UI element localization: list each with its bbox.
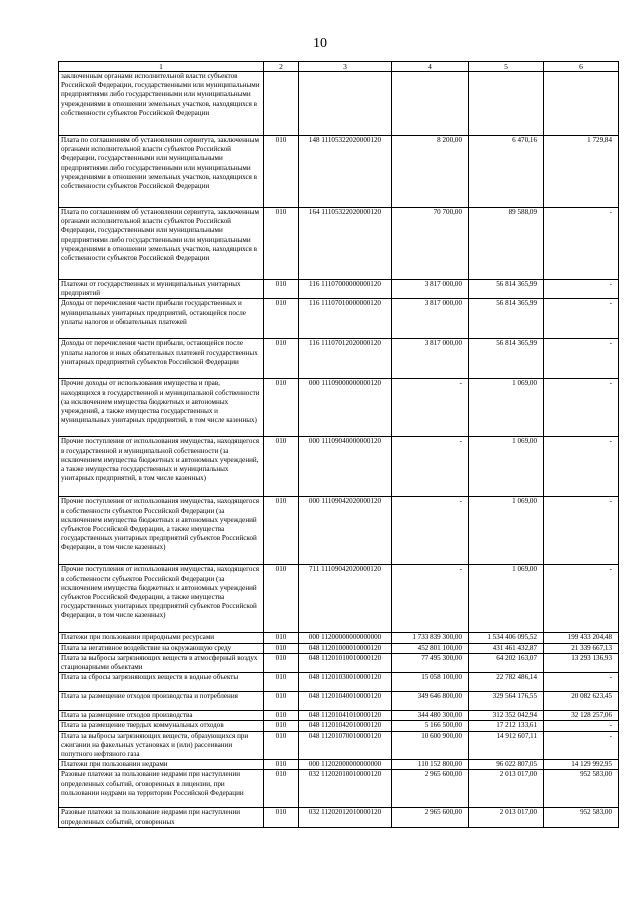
table-row [59, 299, 619, 339]
cell-approved-amount: 2 965 600,00 [392, 808, 469, 827]
cell-unexecuted-amount: 13 293 136,93 [544, 653, 619, 672]
cell-unexecuted-amount: 1 729,84 [544, 136, 619, 208]
table-row [59, 731, 619, 760]
cell-approved-amount: 1 733 839 300,00 [392, 633, 469, 643]
cell-line-code: 010 [264, 497, 299, 565]
table-row [59, 643, 619, 653]
table-row [59, 72, 619, 136]
cell-unexecuted-amount: 14 129 992,95 [544, 760, 619, 770]
cell-executed-amount: 56 814 365,99 [469, 299, 544, 339]
cell-line-code: 010 [264, 721, 299, 731]
cell-unexecuted-amount: - [544, 497, 619, 565]
cell-executed-amount: 1 069,00 [469, 379, 544, 437]
revenue-table [58, 61, 619, 828]
cell-unexecuted-amount: - [544, 437, 619, 497]
cell-budget-code: 048 11201041010000120 [299, 711, 392, 721]
table-row [59, 565, 619, 633]
table-row [59, 437, 619, 497]
cell-name: Плата за сбросы загрязняющих веществ в водные объекты [59, 673, 264, 692]
cell-unexecuted-amount: - [544, 339, 619, 379]
cell-name: Доходы от перечисления части прибыли, остающейся после уплаты налогов и иных обязательных платежей государственных унитарных предприятий субъектов Российской Федерации [59, 339, 264, 379]
cell-line-code: 010 [264, 437, 299, 497]
cell-name: Платежи при пользовании недрами [59, 760, 264, 770]
cell-executed-amount: 312 352 042,94 [469, 711, 544, 721]
table-row [59, 808, 619, 827]
table-row [59, 770, 619, 808]
cell-unexecuted-amount: - [544, 208, 619, 280]
page-number: 10 [313, 36, 327, 51]
cell-approved-amount: 5 166 500,00 [392, 721, 469, 731]
cell-budget-code: 711 11109042020000120 [299, 565, 392, 633]
cell-executed-amount: 56 814 365,99 [469, 280, 544, 299]
column-header: 1 [59, 62, 264, 72]
column-number-row [59, 62, 619, 72]
cell-unexecuted-amount: 952 583,00 [544, 770, 619, 808]
cell-approved-amount: 15 058 100,00 [392, 673, 469, 692]
cell-line-code: 010 [264, 280, 299, 299]
cell-budget-code: 116 11107010000000120 [299, 299, 392, 339]
cell-executed-amount: 6 470,16 [469, 136, 544, 208]
cell-unexecuted-amount [544, 72, 619, 136]
cell-name: Плата за размещение отходов производства и потребления [59, 692, 264, 711]
cell-name: Плата за выбросы загрязняющих веществ, образующихся при сжигании на факельных установках и (или) рассеивании попутного нефтяного газа [59, 731, 264, 760]
cell-line-code: 010 [264, 633, 299, 643]
cell-executed-amount: 2 013 017,00 [469, 808, 544, 827]
table-row [59, 379, 619, 437]
table-row [59, 280, 619, 299]
cell-executed-amount [469, 72, 544, 136]
cell-line-code: 010 [264, 673, 299, 692]
cell-unexecuted-amount: - [544, 673, 619, 692]
cell-approved-amount: 77 495 300,00 [392, 653, 469, 672]
table-row [59, 208, 619, 280]
cell-line-code: 010 [264, 565, 299, 633]
cell-budget-code: 048 11201042010000120 [299, 721, 392, 731]
cell-unexecuted-amount: 199 433 204,48 [544, 633, 619, 643]
cell-executed-amount: 2 013 017,00 [469, 770, 544, 808]
cell-line-code: 010 [264, 653, 299, 672]
table-row [59, 673, 619, 692]
cell-approved-amount: - [392, 379, 469, 437]
cell-executed-amount: 96 022 807,05 [469, 760, 544, 770]
cell-line-code: 010 [264, 760, 299, 770]
cell-executed-amount: 431 461 432,87 [469, 643, 544, 653]
cell-unexecuted-amount: 32 128 257,06 [544, 711, 619, 721]
cell-name: Прочие поступления от использования имущества, находящегося в государственной и муниципальной собственности (за исключением имущества бюджетных и автономных учреждений, а также имущества государственных и муниципальных унитарных предприятий, в том числе казенных) [59, 437, 264, 497]
cell-approved-amount: 349 646 800,00 [392, 692, 469, 711]
cell-approved-amount: 3 817 000,00 [392, 280, 469, 299]
cell-approved-amount: - [392, 497, 469, 565]
table-row [59, 339, 619, 379]
cell-name: Плата по соглашениям об установлении сервитута, заключенным органами исполнительной власти субъектов Российской Федерации, государственными или муниципальными предприятиями либо государственными или муниципальными учреждениями в отношении земельных участков, находящихся в собственности субъектов Российской Федерации [59, 136, 264, 208]
cell-approved-amount: 8 200,00 [392, 136, 469, 208]
cell-approved-amount: - [392, 565, 469, 633]
cell-executed-amount: 1 069,00 [469, 565, 544, 633]
cell-name: Прочие поступления от использования имущества, находящегося в собственности субъектов Российской Федерации (за исключением имущества бюджетных и автономных учреждений субъектов Российской Федерации, а также имущества государственных унитарных предприятий субъектов Российской Федерации, в том числе казенных) [59, 565, 264, 633]
cell-line-code: 010 [264, 339, 299, 379]
cell-line-code: 010 [264, 731, 299, 760]
cell-name: Плата за размещение твердых коммунальных отходов [59, 721, 264, 731]
cell-line-code [264, 72, 299, 136]
cell-executed-amount: 89 588,09 [469, 208, 544, 280]
table-row [59, 692, 619, 711]
cell-name: Платежи при пользовании природными ресурсами [59, 633, 264, 643]
cell-unexecuted-amount: 21 339 667,13 [544, 643, 619, 653]
column-header: 2 [264, 62, 299, 72]
cell-budget-code: 048 11201040010000120 [299, 692, 392, 711]
cell-line-code: 010 [264, 136, 299, 208]
cell-approved-amount: 70 700,00 [392, 208, 469, 280]
cell-line-code: 010 [264, 643, 299, 653]
cell-name: заключенным органами исполнительной власти субъектов Российской Федерации, государственными или муниципальными предприятиями либо государственными или муниципальными учреждениями в отношении земельных участков, находящихся в собственности субъектов Российской Федерации [59, 72, 264, 136]
column-header: 6 [544, 62, 619, 72]
cell-executed-amount: 22 782 486,14 [469, 673, 544, 692]
cell-executed-amount: 1 069,00 [469, 497, 544, 565]
cell-unexecuted-amount: 952 583,00 [544, 808, 619, 827]
column-header: 3 [299, 62, 392, 72]
cell-approved-amount [392, 72, 469, 136]
cell-budget-code: 048 11201000010000120 [299, 643, 392, 653]
cell-line-code: 010 [264, 808, 299, 827]
cell-budget-code: 048 11201010010000120 [299, 653, 392, 672]
cell-name: Плата по соглашениям об установлении сервитута, заключенным органами исполнительной власти субъектов Российской Федерации, государственными или муниципальными предприятиями либо государственными или муниципальными учреждениями в отношении земельных участков, находящихся в собственности субъектов Российской Федерации [59, 208, 264, 280]
cell-approved-amount: 10 600 900,00 [392, 731, 469, 760]
cell-name: Разовые платежи за пользование недрами при наступлении определенных событий, оговоренных [59, 808, 264, 827]
cell-approved-amount: 3 817 000,00 [392, 299, 469, 339]
cell-budget-code: 048 11201070010000120 [299, 731, 392, 760]
cell-unexecuted-amount: - [544, 280, 619, 299]
cell-executed-amount: 56 814 365,99 [469, 339, 544, 379]
cell-budget-code: 116 11107012020000120 [299, 339, 392, 379]
table-row [59, 721, 619, 731]
cell-budget-code: 000 11109040000000120 [299, 437, 392, 497]
cell-executed-amount: 329 564 176,55 [469, 692, 544, 711]
cell-approved-amount: 452 801 100,00 [392, 643, 469, 653]
cell-executed-amount: 1 534 406 095,52 [469, 633, 544, 643]
cell-executed-amount: 64 202 163,07 [469, 653, 544, 672]
column-header: 4 [392, 62, 469, 72]
table-row [59, 760, 619, 770]
cell-name: Разовые платежи за пользование недрами при наступлении определенных событий, оговоренных в лицензии, при пользовании недрами на территории Российской Федерации [59, 770, 264, 808]
cell-approved-amount: 3 817 000,00 [392, 339, 469, 379]
cell-name: Плата за выбросы загрязняющих веществ в атмосферный воздух стационарными объектами [59, 653, 264, 672]
cell-unexecuted-amount: - [544, 721, 619, 731]
cell-unexecuted-amount: 20 082 623,45 [544, 692, 619, 711]
cell-unexecuted-amount: - [544, 299, 619, 339]
cell-line-code: 010 [264, 299, 299, 339]
cell-unexecuted-amount: - [544, 379, 619, 437]
cell-executed-amount: 17 212 133,61 [469, 721, 544, 731]
cell-unexecuted-amount: - [544, 731, 619, 760]
cell-line-code: 010 [264, 692, 299, 711]
cell-budget-code: 032 11202012010000120 [299, 808, 392, 827]
cell-executed-amount: 14 912 607,11 [469, 731, 544, 760]
cell-line-code: 010 [264, 711, 299, 721]
cell-approved-amount: 344 480 300,00 [392, 711, 469, 721]
table-row [59, 497, 619, 565]
cell-budget-code: 116 11107000000000120 [299, 280, 392, 299]
cell-approved-amount: 2 965 600,00 [392, 770, 469, 808]
cell-line-code: 010 [264, 208, 299, 280]
cell-budget-code: 000 11109042020000120 [299, 497, 392, 565]
cell-budget-code: 000 11109000000000120 [299, 379, 392, 437]
cell-name: Плата за негативное воздействие на окружающую среду [59, 643, 264, 653]
cell-budget-code: 164 11105322020000120 [299, 208, 392, 280]
table-row [59, 633, 619, 643]
cell-budget-code: 000 11200000000000000 [299, 633, 392, 643]
cell-unexecuted-amount: - [544, 565, 619, 633]
table-row [59, 653, 619, 672]
cell-line-code: 010 [264, 379, 299, 437]
cell-budget-code: 148 11105322020000120 [299, 136, 392, 208]
cell-executed-amount: 1 069,00 [469, 437, 544, 497]
table-row [59, 711, 619, 721]
cell-line-code: 010 [264, 770, 299, 808]
column-header: 5 [469, 62, 544, 72]
cell-budget-code: 000 11202000000000000 [299, 760, 392, 770]
cell-budget-code [299, 72, 392, 136]
cell-name: Плата за размещение отходов производства [59, 711, 264, 721]
cell-name: Платежи от государственных и муниципальных унитарных предприятий [59, 280, 264, 299]
cell-name: Доходы от перечисления части прибыли государственных и муниципальных унитарных предприятий, остающейся после уплаты налогов и обязательных платежей [59, 299, 264, 339]
cell-budget-code: 048 11201030010000120 [299, 673, 392, 692]
cell-budget-code: 032 11202010010000120 [299, 770, 392, 808]
table-row [59, 136, 619, 208]
cell-name: Прочие доходы от использования имущества и прав, находящихся в государственной и муниципальной собственности (за исключением имущества бюджетных и автономных учреждений, а также имущества государственных и муниципальных унитарных предприятий, в том числе казенных) [59, 379, 264, 437]
cell-approved-amount: - [392, 437, 469, 497]
cell-name: Прочие поступления от использования имущества, находящегося в собственности субъектов Российской Федерации (за исключением имущества бюджетных и автономных учреждений субъектов Российской Федерации, а также имущества государственных унитарных предприятий субъектов Российской Федерации, в том числе казенных) [59, 497, 264, 565]
cell-approved-amount: 110 152 800,00 [392, 760, 469, 770]
